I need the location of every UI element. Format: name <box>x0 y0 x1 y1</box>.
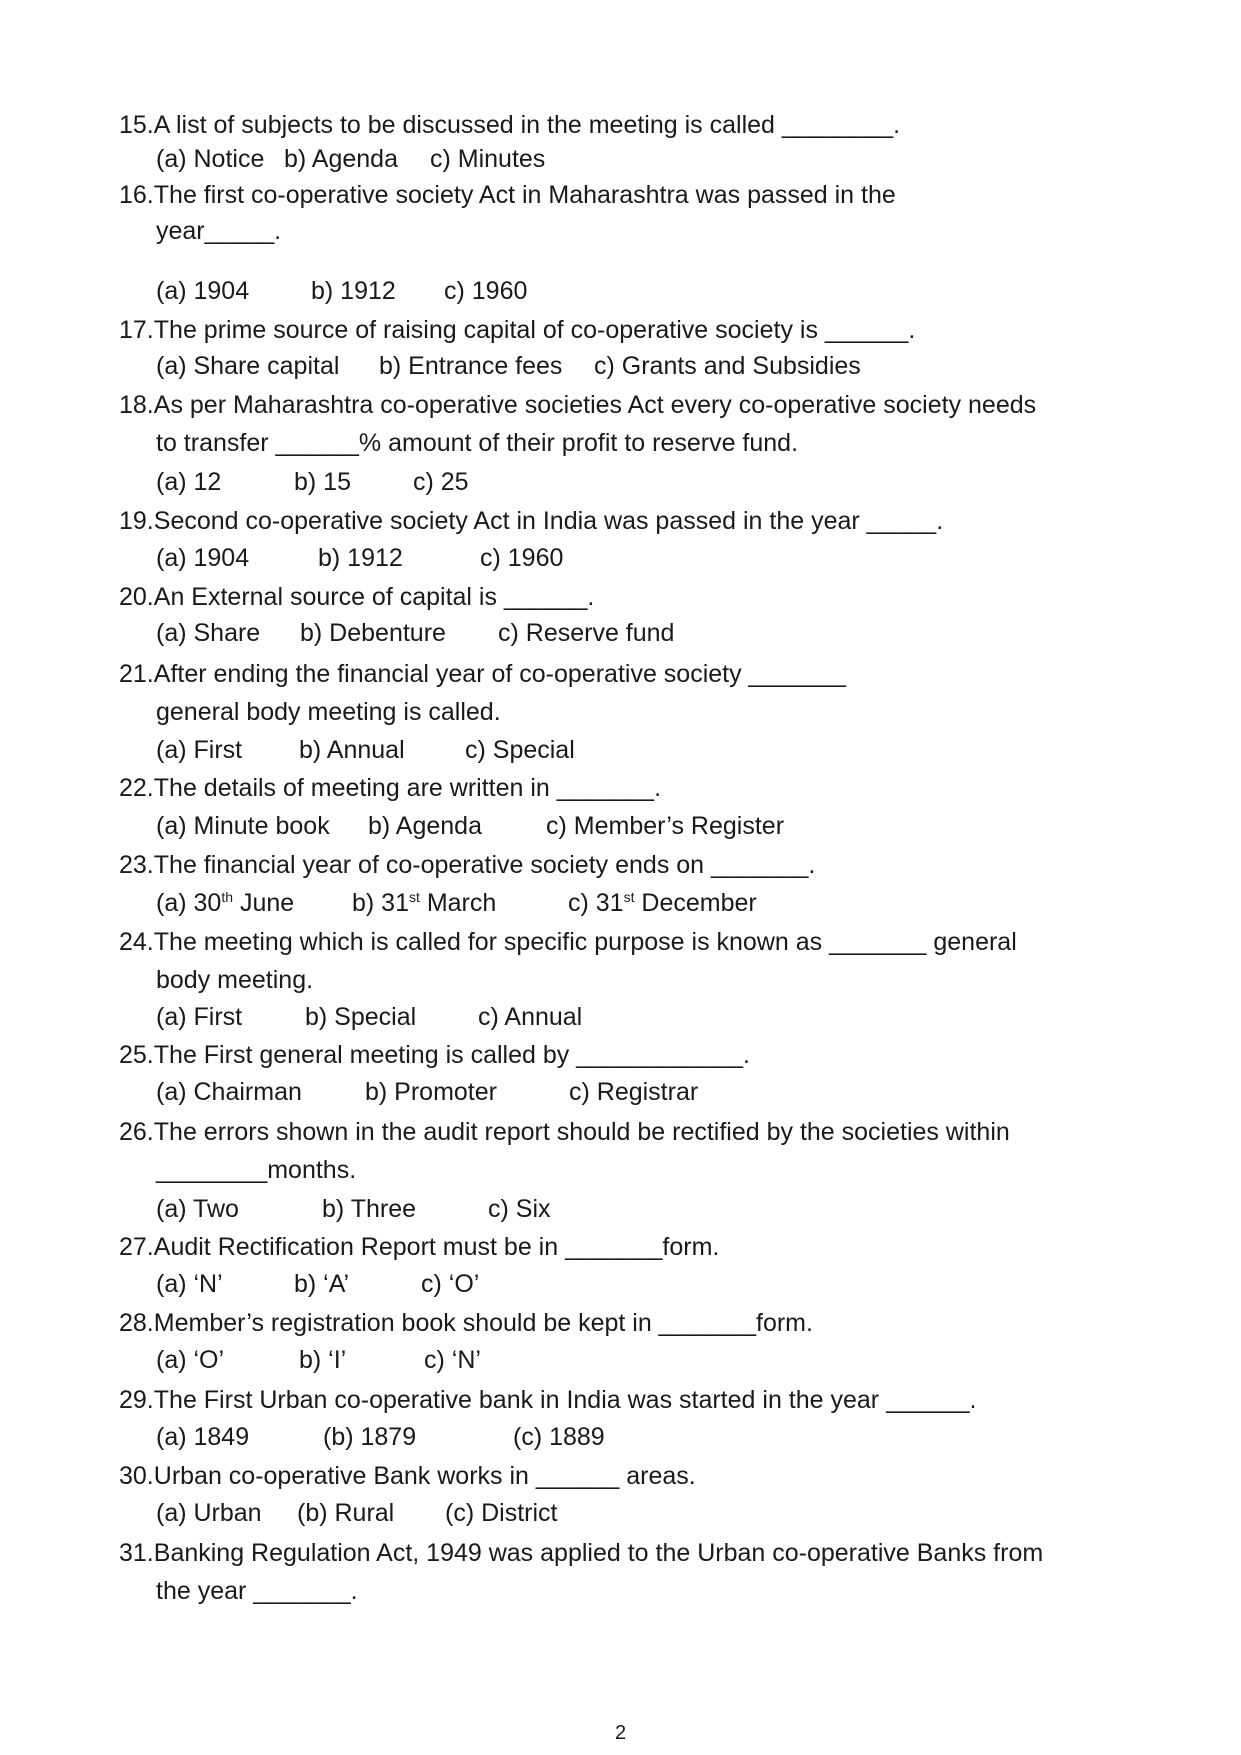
question-text: Member’s registration book should be kept in _______form. <box>153 1309 813 1337</box>
question-text: The errors shown in the audit report should be rectified by the societies within <box>153 1118 1010 1146</box>
question-24: 24.The meeting which is called for specific purpose is known as _______ general body meeting. <box>119 923 1129 999</box>
option-b: b) Three <box>322 1195 417 1223</box>
option-b: b) ‘I’ <box>299 1346 347 1374</box>
question-text: A list of subjects to be discussed in the meeting is called ________. <box>153 111 901 139</box>
option-a: (a) Minute book <box>156 812 330 840</box>
option-c: c) Six <box>488 1195 551 1223</box>
option-b: b) Debenture <box>300 619 446 647</box>
options-19 <box>156 539 563 577</box>
option-b: b) 15 <box>294 468 351 496</box>
question-27: 27.Audit Rectification Report must be in _______form. <box>119 1233 720 1261</box>
options-29 <box>156 1418 605 1456</box>
question-text: Urban co-operative Bank works in ______ areas. <box>153 1462 696 1490</box>
question-text: The First general meeting is called by ____________. <box>153 1041 750 1069</box>
option-c: c) Registrar <box>569 1078 699 1106</box>
option-b: b) 1912 <box>318 544 403 572</box>
option-c: c) 1960 <box>444 277 528 305</box>
question-text: The financial year of co-operative society ends on _______. <box>153 851 816 879</box>
options-16 <box>156 272 527 310</box>
options-15 <box>156 140 545 178</box>
question-20: 20.An External source of capital is ______. <box>119 583 595 611</box>
option-b: b) Promoter <box>365 1078 497 1106</box>
options-18 <box>156 463 469 501</box>
question-25: 25.The First general meeting is called by ____________. <box>119 1041 750 1069</box>
option-a: (a) ‘N’ <box>156 1270 223 1298</box>
options-27 <box>156 1265 479 1303</box>
options-17 <box>156 347 861 385</box>
options-20 <box>156 614 674 652</box>
question-text: After ending the financial year of co-operative society _______ <box>153 660 846 688</box>
question-19: 19.Second co-operative society Act in India was passed in the year _____. <box>119 507 944 535</box>
question-text: The First Urban co-operative bank in India was started in the year ______. <box>153 1386 977 1414</box>
question-16: 16.The first co-operative society Act in Maharashtra was passed in the year_____. <box>119 176 1129 250</box>
option-a: (a) ‘O’ <box>156 1346 225 1374</box>
options-30 <box>156 1494 557 1532</box>
option-a: (a) Two <box>156 1195 239 1223</box>
option-b: b) Annual <box>299 736 405 764</box>
question-text-line2: to transfer ______% amount of their profit to reserve fund. <box>156 429 799 457</box>
option-b: b) Agenda <box>284 145 398 173</box>
options-28 <box>156 1341 481 1379</box>
option-b: b) 31st March <box>352 889 497 917</box>
question-text-line2: body meeting. <box>156 966 314 994</box>
option-b: (b) 1879 <box>323 1423 417 1451</box>
option-a: (a) First <box>156 1003 243 1031</box>
option-a: (a) 1904 <box>156 277 250 305</box>
option-c: c) ‘N’ <box>424 1346 481 1374</box>
option-c: c) Annual <box>478 1003 583 1031</box>
option-a: (a) 12 <box>156 468 222 496</box>
question-23: 23.The financial year of co-operative society ends on _______. <box>119 851 816 879</box>
option-a: (a) 1849 <box>156 1423 250 1451</box>
option-a: (a) Notice <box>156 145 265 173</box>
question-text: The details of meeting are written in _______. <box>153 774 662 802</box>
option-c: c) 25 <box>413 468 469 496</box>
option-b: b) Special <box>305 1003 417 1031</box>
question-text-line2: year_____. <box>156 217 282 245</box>
option-a: (a) 1904 <box>156 544 250 572</box>
option-b: b) 1912 <box>311 277 396 305</box>
option-c: c) Special <box>465 736 575 764</box>
question-30: 30.Urban co-operative Bank works in ______ areas. <box>119 1462 696 1490</box>
question-text: Audit Rectification Report must be in _______form. <box>153 1233 720 1261</box>
question-31: 31.Banking Regulation Act, 1949 was applied to the Urban co-operative Banks from the year _______. <box>119 1534 1129 1610</box>
question-text: The meeting which is called for specific purpose is known as _______ general <box>153 928 1017 956</box>
page-number: 2 <box>614 1722 627 1744</box>
option-b: b) Entrance fees <box>379 352 563 380</box>
options-25 <box>156 1073 698 1111</box>
question-text-line2: general body meeting is called. <box>156 698 501 726</box>
options-24 <box>156 998 582 1036</box>
option-a: (a) Urban <box>156 1499 262 1527</box>
option-c: c) Grants and Subsidies <box>594 352 861 380</box>
option-a: (a) 30th June <box>156 889 295 917</box>
option-c: c) Minutes <box>430 145 546 173</box>
option-c: c) 1960 <box>480 544 564 572</box>
question-text-line2: ________months. <box>156 1156 357 1184</box>
option-c: c) Reserve fund <box>498 619 675 647</box>
question-18: 18.As per Maharashtra co-operative societies Act every co-operative society needs to transfer ______% amount of their profit to reserve fund. <box>119 386 1129 462</box>
option-b: b) Agenda <box>368 812 482 840</box>
question-28: 28.Member’s registration book should be kept in _______form. <box>119 1309 813 1337</box>
question-15: 15.A list of subjects to be discussed in the meeting is called ________. <box>119 111 901 139</box>
option-a: (a) First <box>156 736 243 764</box>
options-23 <box>156 884 757 922</box>
question-26: 26.The errors shown in the audit report should be rectified by the societies within ________months. <box>119 1113 1129 1189</box>
option-c: c) 31st December <box>568 889 757 917</box>
question-text: Second co-operative society Act in India was passed in the year _____. <box>153 507 944 535</box>
question-29: 29.The First Urban co-operative bank in India was started in the year ______. <box>119 1386 977 1414</box>
options-22 <box>156 807 784 845</box>
question-17: 17.The prime source of raising capital of co-operative society is ______. <box>119 316 916 344</box>
question-text-line2: the year _______. <box>156 1577 358 1605</box>
option-a: (a) Chairman <box>156 1078 302 1106</box>
option-a: (a) Share <box>156 619 261 647</box>
question-text: As per Maharashtra co-operative societies Act every co-operative society needs <box>153 391 1037 419</box>
question-22: 22.The details of meeting are written in _______. <box>119 774 662 802</box>
option-b: b) ‘A’ <box>294 1270 350 1298</box>
option-c: c) ‘O’ <box>421 1270 480 1298</box>
question-21: 21.After ending the financial year of co-operative society _______ general body meeting is called. <box>119 655 1129 731</box>
question-text: An External source of capital is ______. <box>153 583 595 611</box>
options-21 <box>156 731 575 769</box>
option-c: (c) 1889 <box>513 1423 605 1451</box>
options-26 <box>156 1190 551 1228</box>
question-text: The prime source of raising capital of co-operative society is ______. <box>153 316 916 344</box>
question-text: Banking Regulation Act, 1949 was applied to the Urban co-operative Banks from <box>153 1539 1044 1567</box>
option-c: (c) District <box>445 1499 558 1527</box>
option-a: (a) Share capital <box>156 352 340 380</box>
option-c: c) Member’s Register <box>546 812 785 840</box>
option-b: (b) Rural <box>297 1499 395 1527</box>
question-text: The first co-operative society Act in Maharashtra was passed in the <box>153 181 896 209</box>
